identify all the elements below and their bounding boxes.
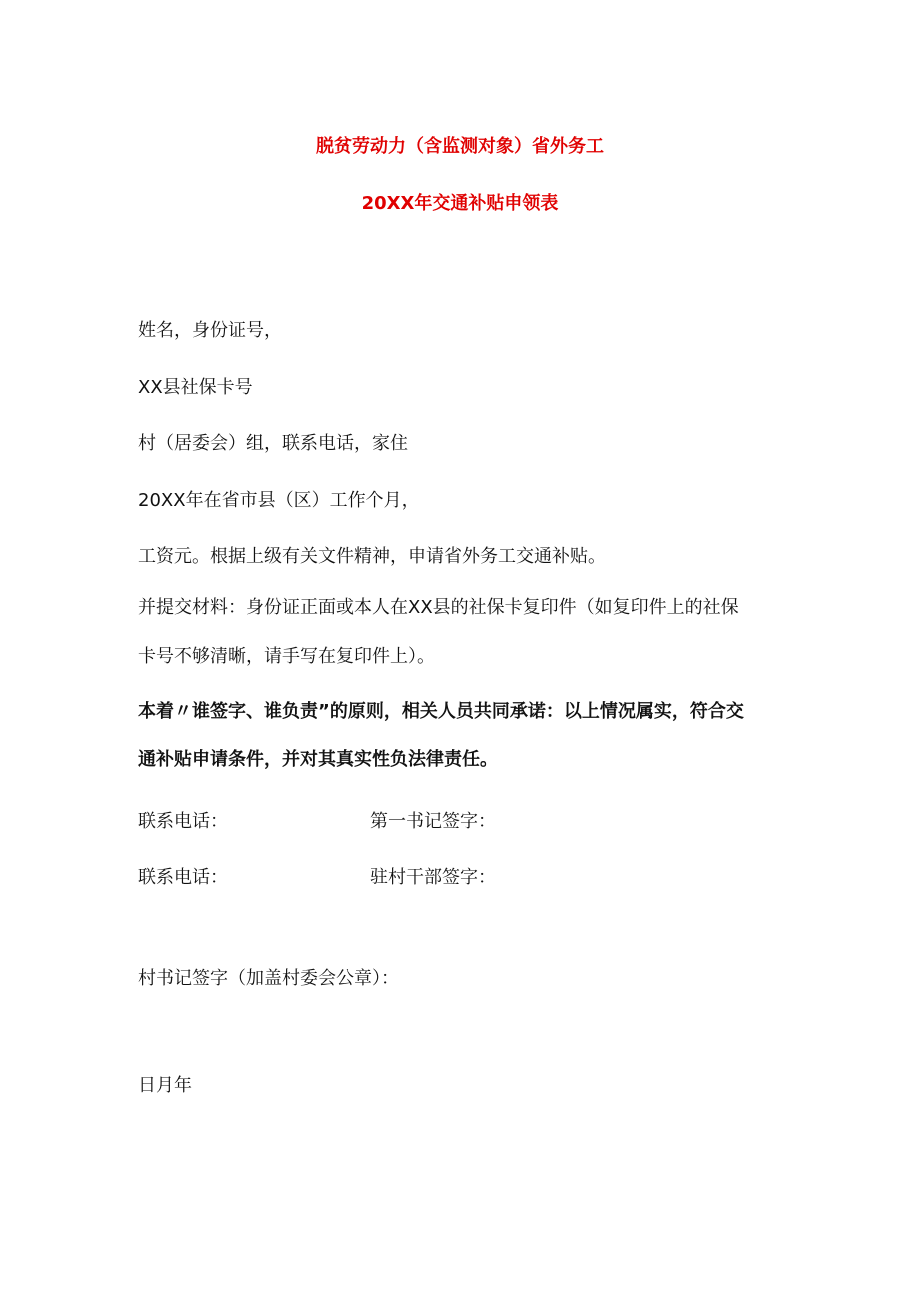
materials-line-1: 并提交材料：身份证正面或本人在XX县的社保卡复印件（如复印件上的社保	[138, 597, 739, 618]
first-secretary-signature: 第一书记签字：	[370, 811, 496, 832]
pledge-line-1: 本着〃谁签字、谁负责”的原则，相关人员共同承诺：以上情况属实，符合交	[138, 701, 744, 722]
contact-phone-1: 联系电话：	[138, 811, 228, 832]
date-line: 日月年	[138, 1075, 192, 1096]
title-line-1: 脱贫劳动力（含监测对象）省外务工	[316, 136, 604, 157]
title-line-2: 20XX年交通补贴申领表	[361, 193, 559, 214]
name-id-line: 姓名，身份证号，	[138, 320, 282, 341]
village-line: 村（居委会）组，联系电话，家住	[138, 433, 408, 454]
pledge-line-2: 通补贴申请条件，并对其真实性负法律责任。	[138, 749, 498, 770]
salary-line: 工资元。根据上级有关文件精神，申请省外务工交通补贴。	[138, 546, 606, 567]
resident-cadre-signature: 驻村干部签字：	[370, 867, 496, 888]
contact-phone-2: 联系电话：	[138, 867, 228, 888]
social-card-line: XX县社保卡号	[138, 377, 253, 398]
work-line: 20XX年在省市县（区）工作个月，	[138, 490, 420, 511]
village-secretary-signature: 村书记签字（加盖村委会公章）：	[138, 968, 399, 989]
materials-line-2: 卡号不够清晰，请手写在复印件上）。	[138, 646, 435, 667]
